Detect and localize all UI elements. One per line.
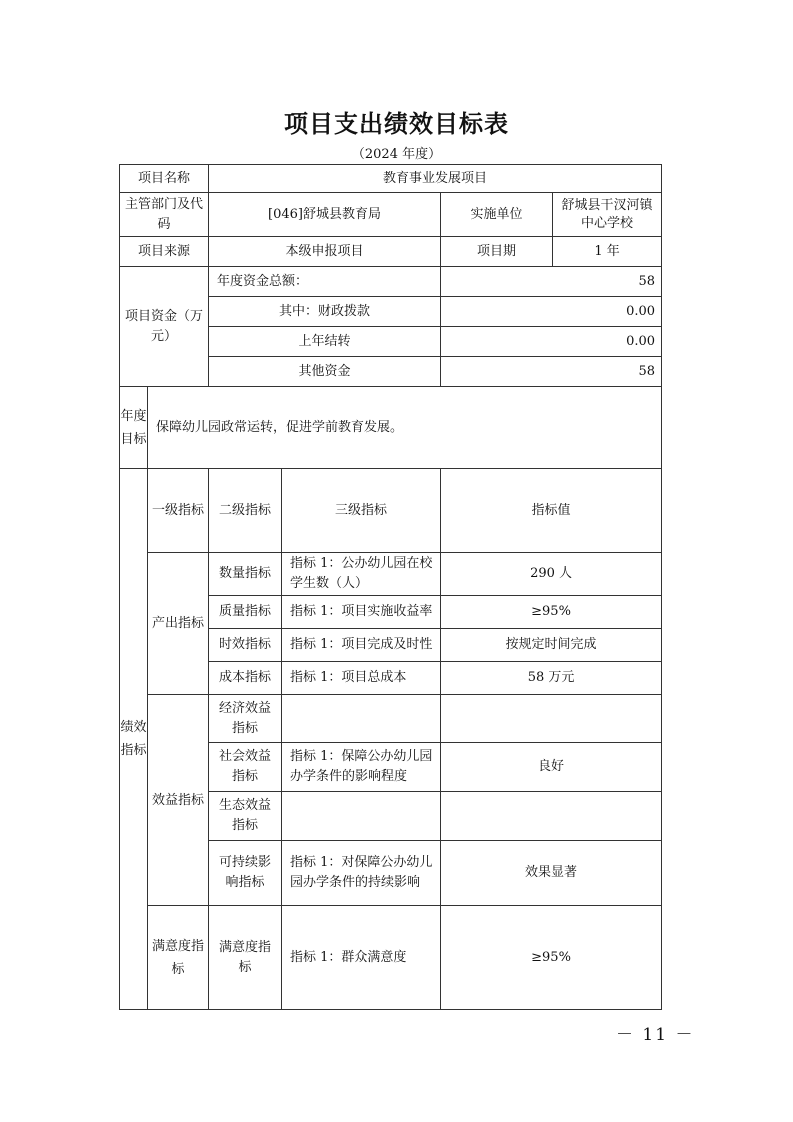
level2-cell: 可持续影响指标 bbox=[209, 841, 282, 906]
funds-carryover-label: 上年结转 bbox=[209, 327, 441, 357]
value-cell: 58 万元 bbox=[441, 662, 662, 695]
table-row bbox=[120, 267, 662, 297]
value-cell: 290 人 bbox=[441, 553, 662, 596]
level3-cell bbox=[282, 792, 441, 841]
table-row bbox=[120, 906, 662, 1010]
performance-label: 绩效指标 bbox=[120, 469, 148, 1010]
source-label: 项目来源 bbox=[120, 237, 209, 267]
level2-cell: 质量指标 bbox=[209, 596, 282, 629]
funds-other-value: 58 bbox=[441, 357, 662, 387]
funds-carryover-value: 0.00 bbox=[441, 327, 662, 357]
level3-cell: 指标 1：项目完成及时性 bbox=[282, 629, 441, 662]
header-level1: 一级指标 bbox=[148, 469, 209, 553]
table-row bbox=[120, 469, 662, 553]
impl-unit-label: 实施单位 bbox=[441, 193, 553, 237]
value-cell bbox=[441, 792, 662, 841]
level2-cell: 时效指标 bbox=[209, 629, 282, 662]
performance-target-table bbox=[119, 164, 662, 1010]
period-label: 项目期 bbox=[441, 237, 553, 267]
period-value: 1 年 bbox=[553, 237, 662, 267]
level3-cell: 指标 1：公办幼儿园在校学生数（人） bbox=[282, 553, 441, 596]
level3-cell: 指标 1：群众满意度 bbox=[282, 906, 441, 1010]
table-row bbox=[120, 193, 662, 237]
header-value: 指标值 bbox=[441, 469, 662, 553]
level2-cell: 数量指标 bbox=[209, 553, 282, 596]
value-cell: ≥95% bbox=[441, 596, 662, 629]
satisfaction-indicator-label: 满意度指标 bbox=[148, 906, 209, 1010]
year-subtitle: （2024 年度） bbox=[351, 147, 442, 162]
funds-other-label: 其他资金 bbox=[209, 357, 441, 387]
level2-cell: 生态效益指标 bbox=[209, 792, 282, 841]
header-level2: 二级指标 bbox=[209, 469, 282, 553]
table-row bbox=[120, 165, 662, 193]
funds-label: 项目资金（万元） bbox=[120, 267, 209, 387]
dept-value: [046]舒城县教育局 bbox=[209, 193, 441, 237]
dept-label: 主管部门及代码 bbox=[120, 193, 209, 237]
table-row bbox=[120, 695, 662, 743]
level3-cell: 指标 1：项目实施收益率 bbox=[282, 596, 441, 629]
header-level3: 三级指标 bbox=[282, 469, 441, 553]
level2-cell: 满意度指标 bbox=[209, 906, 282, 1010]
impl-unit-value: 舒城县干汊河镇中心学校 bbox=[553, 193, 662, 237]
value-cell: 效果显著 bbox=[441, 841, 662, 906]
level3-cell: 指标 1：项目总成本 bbox=[282, 662, 441, 695]
level2-cell: 成本指标 bbox=[209, 662, 282, 695]
table-row bbox=[120, 387, 662, 469]
level3-cell: 指标 1：对保障公办幼儿园办学条件的持续影响 bbox=[282, 841, 441, 906]
funds-fiscal-value: 0.00 bbox=[441, 297, 662, 327]
output-indicator-label: 产出指标 bbox=[148, 553, 209, 695]
funds-total-label: 年度资金总额： bbox=[209, 267, 441, 297]
level2-cell: 经济效益指标 bbox=[209, 695, 282, 743]
value-cell: 良好 bbox=[441, 743, 662, 792]
level3-cell bbox=[282, 695, 441, 743]
project-name-value: 教育事业发展项目 bbox=[209, 165, 662, 193]
funds-fiscal-label: 其中：财政拨款 bbox=[209, 297, 441, 327]
funds-total-value: 58 bbox=[441, 267, 662, 297]
annual-goal-label: 年度目标 bbox=[120, 387, 148, 469]
page-number: － 11 － bbox=[616, 1025, 695, 1045]
source-value: 本级申报项目 bbox=[209, 237, 441, 267]
table-row bbox=[120, 553, 662, 596]
value-cell: ≥95% bbox=[441, 906, 662, 1010]
value-cell bbox=[441, 695, 662, 743]
annual-goal-text: 保障幼儿园政常运转，促进学前教育发展。 bbox=[148, 387, 662, 469]
level3-cell: 指标 1：保障公办幼儿园办学条件的影响程度 bbox=[282, 743, 441, 792]
benefit-indicator-label: 效益指标 bbox=[148, 695, 209, 906]
page-title: 项目支出绩效目标表 bbox=[284, 109, 509, 138]
project-name-label: 项目名称 bbox=[120, 165, 209, 193]
level2-cell: 社会效益指标 bbox=[209, 743, 282, 792]
value-cell: 按规定时间完成 bbox=[441, 629, 662, 662]
table-row bbox=[120, 237, 662, 267]
